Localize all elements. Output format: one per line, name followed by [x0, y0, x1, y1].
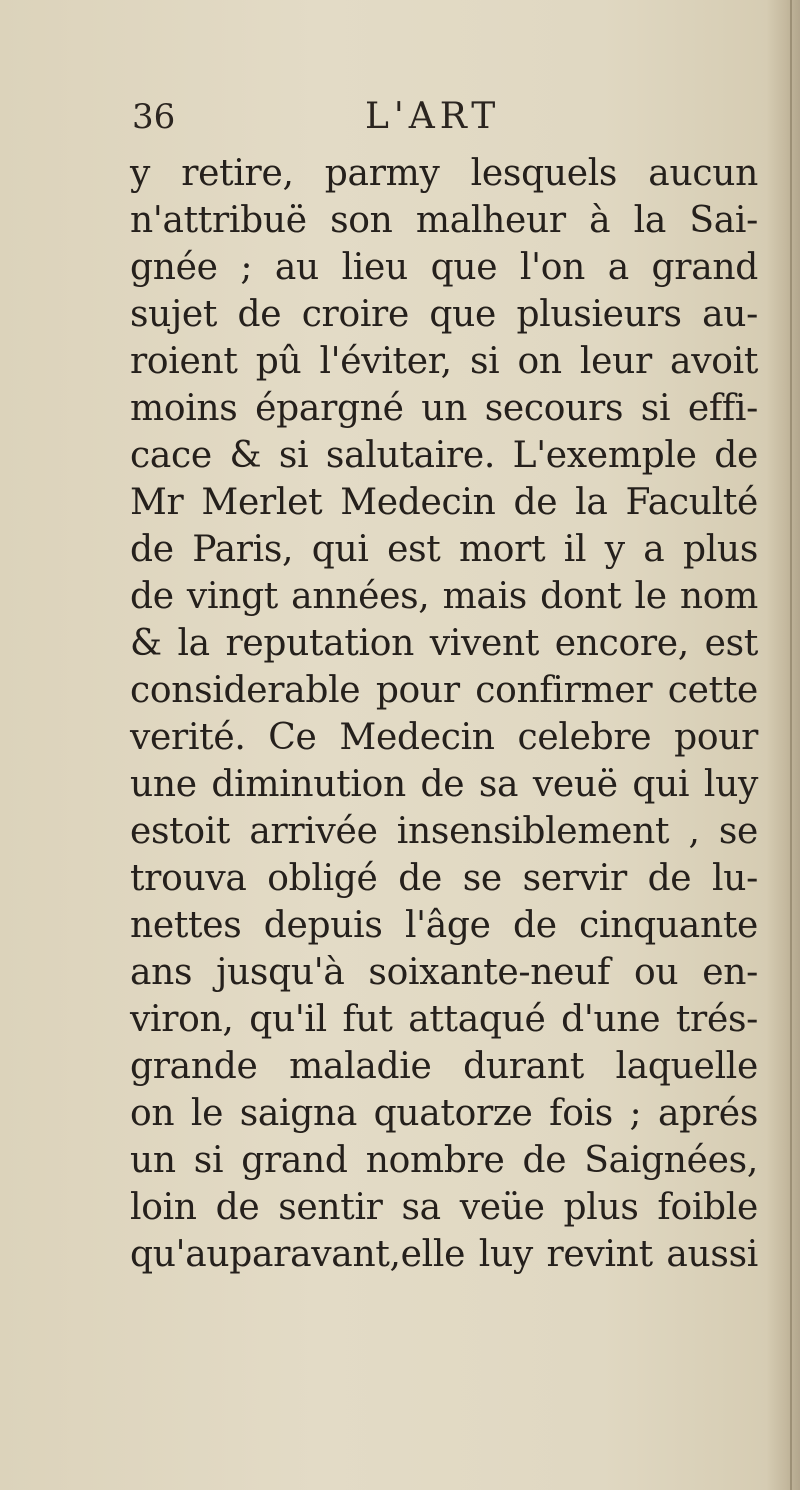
- text-line: cace & si salutaire. L'exemple de: [130, 435, 758, 476]
- text-line: sujet de croire que plusieurs au-: [130, 294, 758, 335]
- text-line: ans jusqu'à soixante-neuf ou en-: [130, 952, 758, 993]
- text-line: Mr Merlet Medecin de la Faculté: [130, 482, 758, 523]
- text-line: considerable pour confirmer cette: [130, 670, 758, 711]
- running-title: L'ART: [365, 96, 501, 137]
- running-head: [0, 92, 800, 142]
- text-line: verité. Ce Medecin celebre pour: [130, 717, 758, 758]
- text-line: viron, qu'il fut attaqué d'une trés-: [130, 999, 758, 1040]
- text-line: y retire, parmy lesquels aucun: [130, 153, 758, 194]
- text-line: on le saigna quatorze fois ; aprés: [130, 1093, 758, 1134]
- text-line: de Paris, qui est mort il y a plus: [130, 529, 758, 570]
- text-line: qu'auparavant,elle luy revint aussi: [130, 1234, 758, 1275]
- text-line: & la reputation vivent encore, est: [130, 623, 758, 664]
- page-edge-shadow: [766, 0, 800, 1490]
- page-number: 36: [132, 97, 176, 137]
- text-line: roient pû l'éviter, si on leur avoit: [130, 341, 758, 382]
- body-text: [130, 150, 758, 1278]
- text-line: trouva obligé de se servir de lu-: [130, 858, 758, 899]
- text-line: n'attribuë son malheur à la Sai-: [130, 200, 758, 241]
- text-line: une diminution de sa veuë qui luy: [130, 764, 758, 805]
- text-line: gnée ; au lieu que l'on a grand: [130, 247, 758, 288]
- text-line: moins épargné un secours si effi-: [130, 388, 758, 429]
- text-line: estoit arrivée insensiblement , se: [130, 811, 758, 852]
- text-line: un si grand nombre de Saignées,: [130, 1140, 758, 1181]
- page-edge-line: [790, 0, 792, 1490]
- text-line: loin de sentir sa veüe plus foible: [130, 1187, 758, 1228]
- text-line: de vingt années, mais dont le nom: [130, 576, 758, 617]
- text-line: grande maladie durant laquelle: [130, 1046, 758, 1087]
- text-line: nettes depuis l'âge de cinquante: [130, 905, 758, 946]
